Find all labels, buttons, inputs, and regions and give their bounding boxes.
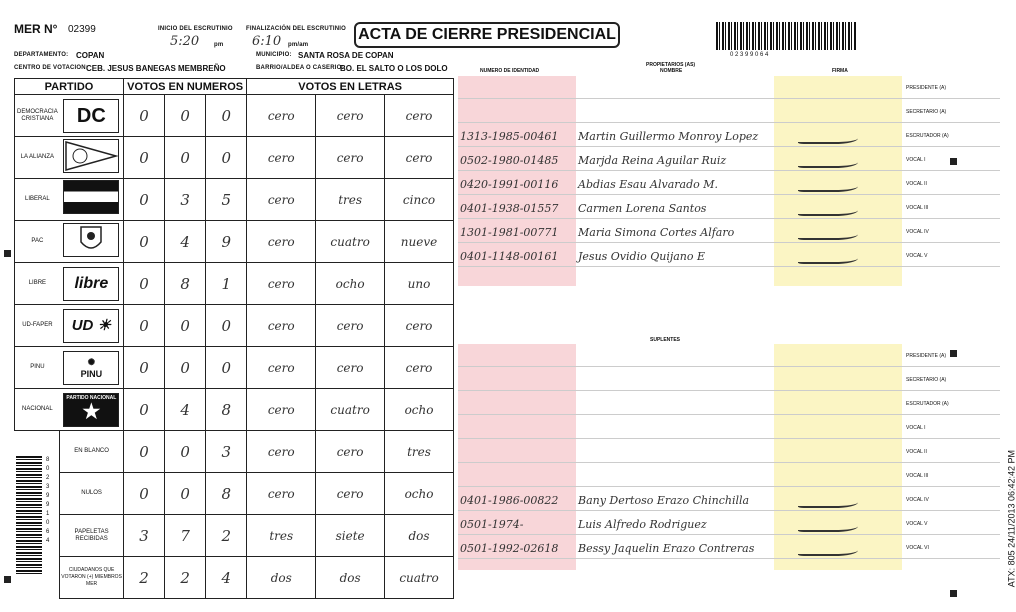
party-name: LA ALIANZA (15, 137, 60, 179)
vote-word: ocho (385, 389, 454, 431)
summary-row-ciudadanos (15, 557, 454, 599)
nacional-logo-text: PARTIDO NACIONAL (66, 394, 117, 401)
centro-value: CEB. JESUS BANEGAS MEMBREÑO (86, 64, 226, 73)
member-row (458, 222, 1000, 243)
member-row (458, 394, 1000, 415)
identidad-header: NUMERO DE IDENTIDAD (480, 68, 540, 74)
member-id: 0401-1938-01557 (460, 202, 559, 215)
inicio-value: 5:20 (170, 34, 200, 49)
member-row (458, 538, 1000, 559)
vote-word: cero (316, 95, 385, 137)
registration-mark (4, 576, 11, 583)
registration-mark (950, 590, 957, 597)
signature (798, 542, 858, 556)
member-role: SECRETARIO (A) (906, 109, 947, 115)
vote-digit: 0 (123, 137, 164, 179)
vote-word: tres (385, 431, 454, 473)
sun-icon: ☀ (97, 316, 111, 334)
vote-digit: 0 (206, 137, 247, 179)
vote-digit: 0 (123, 347, 164, 389)
signature (798, 494, 858, 508)
vote-word: cero (316, 137, 385, 179)
vote-word: cinco (385, 179, 454, 221)
vote-digit: 0 (123, 473, 164, 515)
member-role: PRESIDENTE (A) (906, 353, 947, 359)
vote-digit: 0 (165, 473, 206, 515)
vertical-barcode (16, 456, 42, 576)
member-row (458, 198, 1000, 219)
signature (798, 130, 858, 144)
final-suffix: pm/am (288, 42, 309, 48)
member-id (458, 82, 460, 95)
vote-word: cero (385, 305, 454, 347)
vote-digit: 8 (206, 389, 247, 431)
vote-word: cero (247, 263, 316, 305)
vote-digit: 0 (123, 263, 164, 305)
ud-logo-text: UD (71, 316, 94, 334)
nombre-header: NOMBRE (660, 68, 683, 74)
signature (798, 250, 858, 264)
member-role: VOCAL I (906, 157, 926, 163)
member-row (458, 174, 1000, 195)
timestamp: ATX: 805 24/11/2013 06:42:42 PM (1006, 450, 1016, 588)
vote-digit: 0 (165, 95, 206, 137)
member-id: 0501-1974- (460, 518, 524, 531)
vote-word: cero (316, 347, 385, 389)
vote-digit: 1 (206, 263, 247, 305)
vote-word: cero (385, 95, 454, 137)
member-name: Bessy Jaquelin Erazo Contreras (578, 542, 755, 555)
mer-label: MER N° (14, 22, 58, 36)
libre-logo: libre (63, 267, 119, 301)
member-id: 1313-1985-00461 (460, 130, 559, 143)
pinu-logo (63, 351, 119, 385)
member-row (458, 126, 1000, 147)
member-name: Maria Simona Cortes Alfaro (578, 226, 735, 239)
registration-mark (950, 350, 957, 357)
member-id: 0420-1991-00116 (460, 178, 559, 191)
vertical-barcode-text: 8 0 2 3 9 9 1 0 6 4 (46, 457, 50, 544)
member-role: VOCAL IV (906, 229, 929, 235)
barrio-value: BO. EL SALTO O LOS DOLO (340, 64, 448, 73)
party-row-nacional (15, 389, 454, 431)
member-role: VOCAL V (906, 521, 928, 527)
vote-word: cuatro (316, 389, 385, 431)
vote-word: cero (247, 179, 316, 221)
party-row-liberal (15, 179, 454, 221)
member-id (458, 422, 460, 435)
municipio-label: MUNICIPIO: (256, 52, 292, 58)
dc-logo: DC (63, 99, 119, 133)
member-name: Jesus Ovidio Quijano E (578, 250, 706, 263)
pinu-logo-text: PINU (80, 368, 103, 379)
vote-digit: 0 (165, 137, 206, 179)
summary-row-papeletas (15, 515, 454, 557)
registration-mark (4, 250, 11, 257)
vote-digit: 0 (165, 347, 206, 389)
vote-digit: 8 (206, 473, 247, 515)
vote-word: cero (316, 473, 385, 515)
vote-digit: 2 (206, 515, 247, 557)
centro-label: CENTRO DE VOTACION: (14, 65, 89, 71)
member-name (576, 446, 578, 459)
pac-shield-icon (63, 223, 119, 257)
col-head-numeros: VOTOS EN NUMEROS (123, 79, 246, 95)
vote-digit: 3 (165, 179, 206, 221)
vote-digit: 2 (123, 557, 164, 599)
member-role: VOCAL V (906, 253, 928, 259)
vote-word: cero (385, 347, 454, 389)
vote-word: ocho (316, 263, 385, 305)
vote-word: cero (316, 305, 385, 347)
col-head-letras: VOTOS EN LETRAS (247, 79, 454, 95)
party-name: LIBRE (15, 263, 60, 305)
vote-word: cero (247, 347, 316, 389)
signature (798, 178, 858, 192)
member-role: VOCAL I (906, 425, 926, 431)
signature (798, 518, 858, 532)
member-row (458, 150, 1000, 171)
vote-digit: 3 (123, 515, 164, 557)
member-id: 0401-1986-00822 (460, 494, 559, 507)
summary-label: NULOS (60, 473, 124, 515)
member-id: 0501-1992-02618 (460, 542, 559, 555)
vote-digit: 5 (206, 179, 247, 221)
member-name: Abdias Esau Alvarado M. (578, 178, 719, 191)
member-name: Carmen Lorena Santos (578, 202, 707, 215)
vote-word: cero (247, 389, 316, 431)
vote-digit: 0 (123, 305, 164, 347)
vote-digit: 0 (123, 95, 164, 137)
barcode (716, 22, 856, 50)
member-id (458, 374, 460, 387)
star-icon: ★ (82, 400, 101, 423)
barrio-label: BARRIO/ALDEA O CASERIO: (256, 65, 344, 71)
vote-digit: 4 (206, 557, 247, 599)
member-row (458, 466, 1000, 487)
member-role: VOCAL III (906, 473, 929, 479)
mer-number: 02399 (68, 24, 96, 35)
alianza-logo (63, 139, 119, 173)
vote-digit: 4 (165, 221, 206, 263)
member-role: SECRETARIO (A) (906, 377, 947, 383)
party-row-ud (15, 305, 454, 347)
page-title: ACTA DE CIERRE PRESIDENCIAL (354, 22, 620, 48)
vote-word: cero (247, 305, 316, 347)
vote-word: cuatro (385, 557, 454, 599)
member-row (458, 246, 1000, 267)
member-name (576, 374, 578, 387)
member-name: Bany Dertoso Erazo Chinchilla (578, 494, 750, 507)
final-value: 6:10 (252, 34, 282, 49)
member-name (576, 350, 578, 363)
vote-word: ocho (385, 473, 454, 515)
firma-header: FIRMA (832, 68, 848, 74)
member-row (458, 490, 1000, 511)
vote-digit: 2 (165, 557, 206, 599)
party-row-libre (15, 263, 454, 305)
member-name: Marjda Reina Aguilar Ruiz (578, 154, 727, 167)
vote-word: siete (316, 515, 385, 557)
vote-digit: 7 (165, 515, 206, 557)
member-role: VOCAL VI (906, 545, 929, 551)
vote-digit: 4 (165, 389, 206, 431)
member-role: VOCAL III (906, 205, 929, 211)
inicio-suffix: pm (214, 42, 224, 48)
member-name (576, 422, 578, 435)
vote-word: dos (385, 515, 454, 557)
final-label: FINALIZACIÓN DEL ESCRUTINIO (246, 26, 346, 32)
vote-digit: 3 (206, 431, 247, 473)
col-head-partido: PARTIDO (15, 79, 124, 95)
party-name: PAC (15, 221, 60, 263)
propietarios-header: PROPIETARIOS (AS) (646, 62, 696, 68)
vote-digit: 0 (123, 431, 164, 473)
vote-digit: 0 (123, 221, 164, 263)
ud-logo (63, 309, 119, 343)
member-name: Luis Alfredo Rodriguez (578, 518, 707, 531)
party-row-pinu (15, 347, 454, 389)
vote-digit: 8 (165, 263, 206, 305)
pinu-emblem-icon: ✺ (87, 356, 96, 367)
summary-row-blanco (15, 431, 454, 473)
signature (798, 154, 858, 168)
vote-word: tres (316, 179, 385, 221)
vote-word: dos (247, 557, 316, 599)
vote-word: cero (385, 137, 454, 179)
member-role: ESCRUTADOR (A) (906, 401, 949, 407)
signature (798, 226, 858, 240)
vote-word: nueve (385, 221, 454, 263)
member-role: ESCRUTADOR (A) (906, 133, 949, 139)
member-id (458, 446, 460, 459)
summary-label: PAPELETAS RECIBIDAS (60, 515, 124, 557)
party-name: PINU (15, 347, 60, 389)
member-id: 0502-1980-01485 (460, 154, 559, 167)
member-row (458, 102, 1000, 123)
vote-word: tres (247, 515, 316, 557)
vote-word: cero (316, 431, 385, 473)
vote-word: cero (247, 137, 316, 179)
vote-digit: 0 (165, 305, 206, 347)
barcode-text: 0 2 3 9 9 0 6 4 (730, 52, 769, 58)
member-role: VOCAL II (906, 449, 927, 455)
vote-word: uno (385, 263, 454, 305)
member-role: VOCAL II (906, 181, 927, 187)
vote-digit: 0 (206, 95, 247, 137)
departamento-label: DEPARTAMENTO: (14, 52, 69, 58)
member-role: PRESIDENTE (A) (906, 85, 947, 91)
summary-row-nulos (15, 473, 454, 515)
summary-label: CIUDADANOS QUE VOTARON (+) MIEMBROS MER (60, 557, 124, 599)
vote-word: dos (316, 557, 385, 599)
departamento-value: COPAN (76, 51, 105, 60)
municipio-value: SANTA ROSA DE COPAN (298, 51, 394, 60)
member-id (458, 350, 460, 363)
party-name: UD-FAPER (15, 305, 60, 347)
inicio-label: INICIO DEL ESCRUTINIO (158, 26, 233, 32)
vote-word: cero (247, 431, 316, 473)
vote-digit: 0 (206, 305, 247, 347)
party-row-pac (15, 221, 454, 263)
member-id: 0401-1148-00161 (460, 250, 559, 263)
votes-table (14, 78, 454, 599)
vote-digit: 0 (165, 431, 206, 473)
party-row-dc (15, 95, 454, 137)
member-id (458, 398, 460, 411)
nacional-logo (63, 393, 119, 427)
liberal-flag-icon (63, 180, 119, 214)
member-row (458, 346, 1000, 367)
party-name: LIBERAL (15, 179, 60, 221)
vote-digit: 0 (123, 179, 164, 221)
signature (798, 202, 858, 216)
member-row (458, 78, 1000, 99)
party-name: NACIONAL (15, 389, 60, 431)
suplentes-header: SUPLENTES (650, 337, 681, 343)
party-name: DEMOCRACIA CRISTIANA (15, 95, 60, 137)
vote-digit: 0 (206, 347, 247, 389)
member-name (576, 470, 578, 483)
vote-word: cero (247, 95, 316, 137)
member-name (576, 106, 578, 119)
member-id: 1301-1981-00771 (460, 226, 559, 239)
member-row (458, 514, 1000, 535)
summary-label: EN BLANCO (60, 431, 124, 473)
vote-digit: 9 (206, 221, 247, 263)
vote-word: cero (247, 473, 316, 515)
member-row (458, 418, 1000, 439)
registration-mark (950, 158, 957, 165)
vote-word: cero (247, 221, 316, 263)
member-name (576, 82, 578, 95)
party-row-alianza (15, 137, 454, 179)
member-id (458, 106, 460, 119)
vote-word: cuatro (316, 221, 385, 263)
vote-digit: 0 (123, 389, 164, 431)
member-role: VOCAL IV (906, 497, 929, 503)
member-name: Martin Guillermo Monroy Lopez (578, 130, 759, 143)
member-id (458, 470, 460, 483)
member-row (458, 442, 1000, 463)
member-row (458, 370, 1000, 391)
member-name (576, 398, 578, 411)
